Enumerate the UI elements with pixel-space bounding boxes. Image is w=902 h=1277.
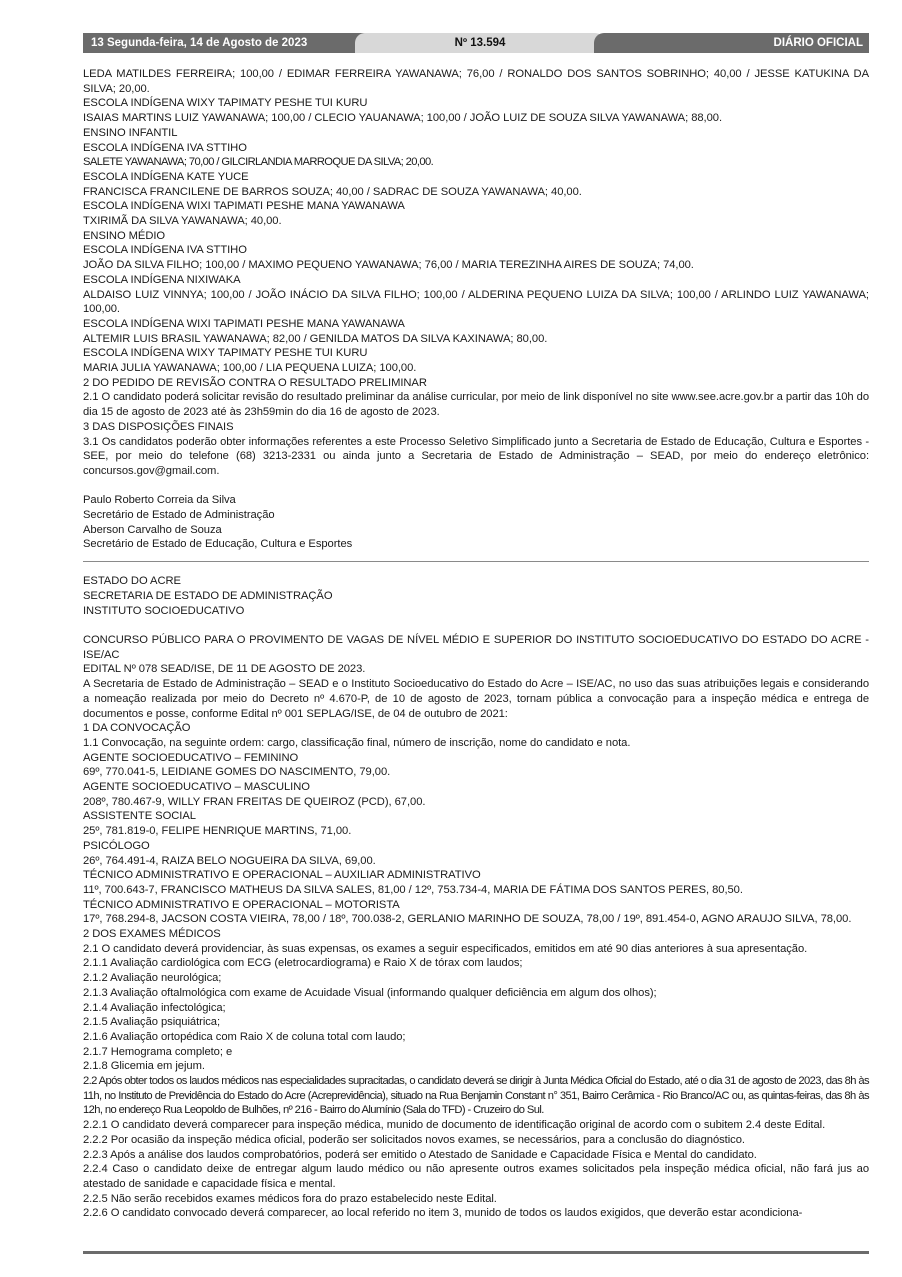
- text-line: ISAIAS MARTINS LUIZ YAWANAWA; 100,00 / CLECIO YAUANAWA; 100,00 / JOÃO LUIZ DE SOUZA SILVA YAWANAWA; 88,00.: [83, 112, 723, 125]
- text-line: 2.1.5 Avaliação psiquiátrica;: [83, 1016, 221, 1029]
- text-line: TÉCNICO ADMINISTRATIVO E OPERACIONAL – MOTORISTA: [83, 898, 400, 911]
- text-line: 2.2.2 Por ocasião da inspeção médica oficial, poderão ser solicitados novos exames, se necessários, para a conclusão do diagnóstico.: [83, 1133, 745, 1146]
- issuer-block: [83, 574, 869, 618]
- text-line: CONCURSO PÚBLICO PARA O PROVIMENTO DE VAGAS DE NÍVEL MÉDIO E SUPERIOR DO INSTITUTO SOCIOEDUCATIVO DO ESTADO DO ACRE - ISE/AC: [83, 633, 869, 661]
- text-line: 2.1.7 Hemograma completo; e: [83, 1045, 233, 1058]
- text-line: 1 DA CONVOCAÇÃO: [83, 722, 191, 735]
- issuer-line: SECRETARIA DE ESTADO DE ADMINISTRAÇÃO: [83, 589, 333, 602]
- signature-line: Secretário de Estado de Educação, Cultura e Esportes: [83, 538, 353, 551]
- text-line: 2.2.6 O candidato convocado deverá comparecer, ao local referido no item 3, munido de todos os laudos exigidos, que deverão estar acondiciona-: [83, 1207, 803, 1220]
- text-line: TXIRIMÃ DA SILVA YAWANAWA; 40,00.: [83, 215, 282, 228]
- text-line: 26º, 764.491-4, RAIZA BELO NOGUEIRA DA SILVA, 69,00.: [83, 854, 376, 867]
- text-line: 2.2.1 O candidato deverá comparecer para inspeção médica, munido de documento de identificação original de acordo com o subitem 2.4 deste Edital.: [83, 1119, 826, 1132]
- text-line: 11º, 700.643-7, FRANCISCO MATHEUS DA SILVA SALES, 81,00 / 12º, 753.734-4, MARIA DE FÁTIMA DOS SANTOS PERES, 80,50.: [83, 883, 743, 896]
- text-line: 2.2.5 Não serão recebidos exames médicos fora do prazo estabelecido neste Edital.: [83, 1192, 497, 1205]
- text-line: 2.1.3 Avaliação oftalmológica com exame de Acuidade Visual (informando qualquer deficiência em algum dos olhos);: [83, 986, 657, 999]
- text-line: 2.1 O candidato poderá solicitar revisão do resultado preliminar da análise curricular, por meio de link disponível no site www.see.acre.gov.br a partir das 10h do dia 15 de agosto de 2023 até às 23h59min do dia 16 de agosto de 2023.: [83, 391, 869, 419]
- footer-rule: [83, 1251, 869, 1254]
- text-line: ESCOLA INDÍGENA WIXI TAPIMATI PESHE MANA YAWANAWA: [83, 200, 405, 213]
- signature-line: Secretário de Estado de Administração: [83, 509, 275, 522]
- text-line: 2 DOS EXAMES MÉDICOS: [83, 928, 221, 941]
- text-line: 2.2.3 Após a análise dos laudos comprobatórios, poderá ser emitido o Atestado de Sanidade e Capacidade Física e Mental do candidato.: [83, 1148, 757, 1161]
- section-divider: [83, 561, 869, 562]
- text-line: A Secretaria de Estado de Administração – SEAD e o Instituto Socioeducativo do Estado do Acre – ISE/AC, no uso das suas atribuições legais e considerando a nomeação realizada por meio do Decreto nº 4.670-P, de 10 de agosto de 2023, tornam pública a convocação para a inspeção médica e entrega de documentos e posse, conforme Edital nº 001 SEPLAG/ISE, de 04 de outubro de 2021:: [83, 678, 869, 720]
- text-line: 2.1 O candidato deverá providenciar, às suas expensas, os exames a seguir especificados, emitidos em até 90 dias anteriores à sua apresentação.: [83, 942, 808, 955]
- page-header: [83, 33, 869, 53]
- page-content: [83, 67, 869, 1221]
- text-line: 2.1.6 Avaliação ortopédica com Raio X de coluna total com laudo;: [83, 1030, 406, 1043]
- text-line: 2.2.4 Caso o candidato deixe de entregar algum laudo médico ou não apresente outros exames solicitados pela inspeção médica oficial, não fará jus ao atestado de sanidade e capacidade física e mental.: [83, 1163, 869, 1190]
- text-line: 2.1.4 Avaliação infectológica;: [83, 1001, 226, 1014]
- text-line: AGENTE SOCIOEDUCATIVO – MASCULINO: [83, 781, 310, 794]
- text-line: 1.1 Convocação, na seguinte ordem: cargo, classificação final, número de inscrição, nome do candidato e nota.: [83, 736, 631, 749]
- text-line: 17º, 768.294-8, JACSON COSTA VIEIRA, 78,00 / 18º, 700.038-2, GERLANIO MARINHO DE SOUZA, 78,00 / 19º, 891.454-0, AGNO ARAUJO SILVA, 78,00.: [83, 913, 852, 926]
- edition-number: Nº 13.594: [355, 33, 605, 53]
- signature-line: Paulo Roberto Correia da Silva: [83, 494, 236, 507]
- text-line: ALTEMIR LUIS BRASIL YAWANAWA; 82,00 / GENILDA MATOS DA SILVA KAXINAWA; 80,00.: [83, 332, 548, 345]
- text-line: ESCOLA INDÍGENA NIXIWAKA: [83, 273, 241, 286]
- text-line: ENSINO INFANTIL: [83, 126, 178, 139]
- text-line: 208º, 780.467-9, WILLY FRAN FREITAS DE QUEIROZ (PCD), 67,00.: [83, 795, 426, 808]
- text-line: FRANCISCA FRANCILENE DE BARROS SOUZA; 40,00 / SADRAC DE SOUZA YAWANAWA; 40,00.: [83, 185, 582, 198]
- text-line: 3.1 Os candidatos poderão obter informações referentes a este Processo Seletivo Simplificado junto a Secretaria de Estado de Educação, Cultura e Esportes - SEE, por meio do telefone (68) 3213-2331 ou ainda junto a Secretaria de Estado de Administração – SEAD, por meio do endereço eletrônico: concursos.gov@gmail.com.: [83, 435, 869, 477]
- text-line: ESCOLA INDÍGENA IVA STTIHO: [83, 244, 247, 257]
- issuer-line: INSTITUTO SOCIOEDUCATIVO: [83, 604, 245, 617]
- text-line: EDITAL Nº 078 SEAD/ISE, DE 11 DE AGOSTO DE 2023.: [83, 663, 366, 676]
- text-line: ESCOLA INDÍGENA WIXY TAPIMATY PESHE TUI KURU: [83, 97, 368, 110]
- text-line: MARIA JULIA YAWANAWA; 100,00 / LIA PEQUENA LUIZA; 100,00.: [83, 362, 417, 375]
- text-line: 2.1.1 Avaliação cardiológica com ECG (eletrocardiograma) e Raio X de tórax com laudos;: [83, 957, 523, 970]
- text-line: SALETE YAWANAWA; 70,00 / GILCIRLANDIA MARROQUE DA SILVA; 20,00.: [83, 156, 434, 169]
- text-line: ESCOLA INDÍGENA WIXY TAPIMATY PESHE TUI KURU: [83, 347, 368, 360]
- text-line: 69º, 770.041-5, LEIDIANE GOMES DO NASCIMENTO, 79,00.: [83, 766, 391, 779]
- text-line: ESCOLA INDÍGENA IVA STTIHO: [83, 141, 247, 154]
- text-line: TÉCNICO ADMINISTRATIVO E OPERACIONAL – AUXILIAR ADMINISTRATIVO: [83, 869, 481, 882]
- page-number-date: 13 Segunda-feira, 14 de Agosto de 2023: [83, 33, 373, 53]
- text-line: PSICÓLOGO: [83, 839, 150, 852]
- text-line: ESCOLA INDÍGENA WIXI TAPIMATI PESHE MANA YAWANAWA: [83, 317, 405, 330]
- text-line: AGENTE SOCIOEDUCATIVO – FEMININO: [83, 751, 299, 764]
- text-line: 3 DAS DISPOSIÇÕES FINAIS: [83, 420, 234, 433]
- signature-line: Aberson Carvalho de Souza: [83, 523, 222, 536]
- text-line: ENSINO MÉDIO: [83, 229, 166, 242]
- text-line: ESCOLA INDÍGENA KATE YUCE: [83, 170, 249, 183]
- publication-title: DIÁRIO OFICIAL: [594, 33, 869, 53]
- text-line: ALDAISO LUIZ VINNYA; 100,00 / JOÃO INÁCIO DA SILVA FILHO; 100,00 / ALDERINA PEQUENO LUIZA DA SILVA; 100,00 / ARLINDO LUIZ YAWANAWA; 100,00.: [83, 288, 869, 316]
- spacer: [83, 479, 869, 494]
- text-line: ASSISTENTE SOCIAL: [83, 810, 196, 823]
- spacer: [83, 618, 869, 633]
- text-line: 2.1.2 Avaliação neurológica;: [83, 972, 222, 985]
- text-line: 2.2 Após obter todos os laudos médicos nas especialidades supracitadas, o candidato deverá se dirigir à Junta Médica Oficial do Estado, até o dia 31 de agosto de 2023, das 8h às 11h, no Instituto de Previdência do Estado do Acre (Acreprevidência), situado na Rua Benjamin Constant n° 351, Bairro Cerâmica - Rio Branco/AC ou, as quintas-feiras, das 8h às 12h, no endereço Rua Leopoldo de Bulhões, nº 216 - Bairro do Alumínio (Sala do TFD) - Cruzeiro do Sul.: [83, 1075, 869, 1117]
- text-line: LEDA MATILDES FERREIRA; 100,00 / EDIMAR FERREIRA YAWANAWA; 76,00 / RONALDO DOS SANTOS SOBRINHO; 40,00 / JESSE KATUKINA DA SILVA; 20,00.: [83, 68, 869, 95]
- previous-edital-continuation: [83, 67, 869, 479]
- signature-block: [83, 493, 869, 552]
- edital-078-body: [83, 633, 869, 1221]
- text-line: 25º, 781.819-0, FELIPE HENRIQUE MARTINS, 71,00.: [83, 825, 352, 838]
- text-line: 2 DO PEDIDO DE REVISÃO CONTRA O RESULTADO PRELIMINAR: [83, 376, 427, 389]
- text-line: JOÃO DA SILVA FILHO; 100,00 / MAXIMO PEQUENO YAWANAWA; 76,00 / MARIA TEREZINHA AIRES DE SOUZA; 74,00.: [83, 259, 694, 272]
- text-line: 2.1.8 Glicemia em jejum.: [83, 1060, 205, 1073]
- issuer-line: ESTADO DO ACRE: [83, 575, 181, 588]
